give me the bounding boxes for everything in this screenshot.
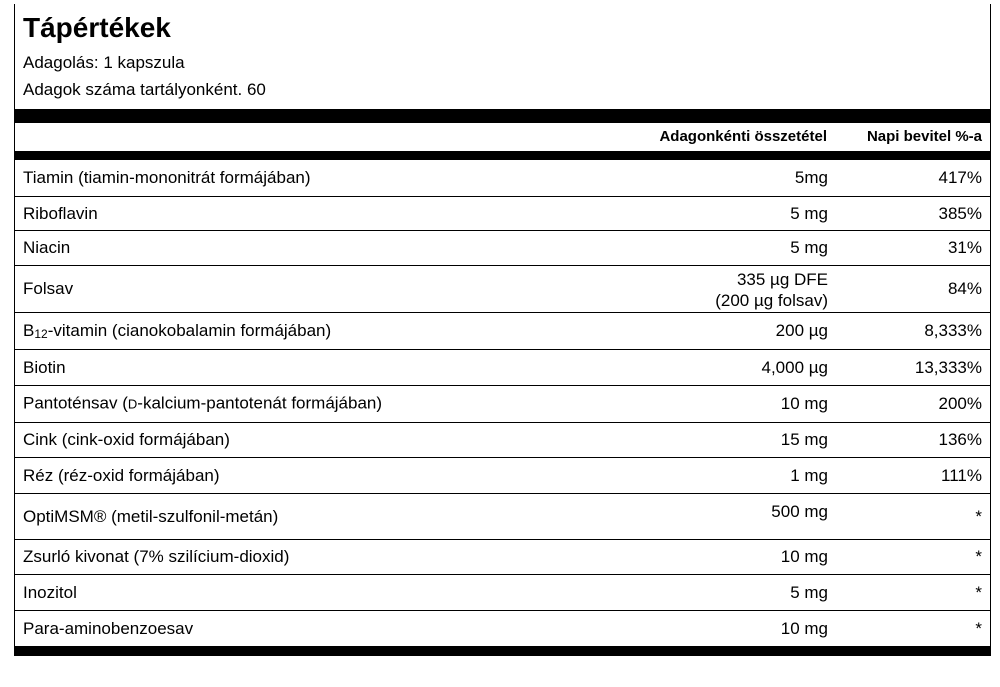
serving-size: Adagolás: 1 kapszula (23, 53, 185, 72)
nutrient-amount: 4,000 µg (761, 357, 828, 377)
thick-divider-header (15, 151, 990, 160)
nutrient-name: Tiamin (tiamin-mononitrát formájában) (23, 168, 311, 187)
table-row (15, 231, 990, 266)
nutrition-facts-panel (14, 4, 991, 656)
servings-per-container: Adagok száma tartályonként. 60 (23, 80, 266, 99)
nutrient-name: Niacin (23, 238, 71, 257)
nutrient-amount: 15 mg (780, 430, 828, 449)
name-subscript: 12 (34, 327, 48, 341)
amount-line-2: (200 µg folsav) (715, 291, 828, 310)
nutrient-name: Para-aminobenzoesav (23, 618, 194, 638)
nutrient-name: Biotin (23, 357, 66, 377)
nutrient-name: Cink (cink-oxid formájában) (23, 430, 230, 449)
nutrient-name (23, 321, 331, 341)
table-row (15, 197, 990, 231)
table-row (15, 458, 990, 494)
nutrient-daily-value: 8,333% (924, 321, 982, 340)
nutrient-daily-value: * (975, 547, 982, 566)
nutrient-amount: 5 mg (790, 238, 828, 257)
nutrient-daily-value: 84% (947, 279, 982, 298)
nutrient-amount: 5 mg (790, 203, 828, 223)
table-row (15, 494, 990, 540)
nutrient-daily-value: * (975, 618, 982, 638)
nutrient-amount: 10 mg (780, 547, 828, 566)
thick-divider-top (15, 109, 990, 123)
nutrient-daily-value: 385% (938, 203, 982, 223)
table-row (15, 423, 990, 458)
table-row (15, 266, 990, 313)
nutrient-amount: 10 mg (780, 618, 828, 638)
nutrient-name: Folsav (23, 279, 74, 298)
name-part: -kalcium-pantotenát formájában) (137, 393, 383, 413)
name-part: Pantoténsav ( (23, 393, 128, 413)
table-row (15, 313, 990, 350)
nutrient-daily-value: 31% (947, 238, 982, 257)
nutrient-daily-value: 417% (938, 168, 982, 187)
nutrient-daily-value: * (975, 582, 982, 602)
nutrient-amount: 5 mg (790, 582, 828, 602)
table-row (15, 386, 990, 423)
table-row (15, 611, 990, 646)
table-row (15, 350, 990, 386)
nutrient-daily-value: * (975, 506, 982, 526)
nutrient-name: Inozitol (23, 582, 77, 602)
nutrient-table (15, 160, 990, 646)
panel-title: Tápértékek (23, 12, 171, 43)
column-header-row (15, 123, 990, 151)
nutrient-name (23, 394, 382, 415)
nutrient-daily-value: 136% (938, 430, 982, 449)
nutrient-daily-value: 200% (938, 394, 982, 413)
nutrient-name: Réz (réz-oxid formájában) (23, 465, 220, 485)
amount-line-1: 335 µg DFE (736, 270, 828, 289)
amount-column-header: Adagonkénti összetétel (659, 128, 827, 145)
nutrient-name: Zsurló kivonat (7% szilícium-dioxid) (23, 547, 290, 566)
nutrient-amount: 5mg (794, 168, 828, 187)
table-row (15, 540, 990, 575)
daily-value-column-header: Napi bevitel %-a (866, 128, 982, 145)
nutrient-name: OptiMSM® (metil-szulfonil-metán) (23, 506, 279, 526)
nutrient-daily-value: 13,333% (914, 357, 982, 377)
name-small-caps: D (127, 396, 138, 412)
nutrient-amount (715, 269, 828, 311)
nutrient-amount: 500 mg (771, 502, 828, 521)
nutrient-amount: 200 µg (775, 321, 828, 340)
name-part: -vitamin (cianokobalamin formájában) (47, 321, 332, 340)
nutrient-name: Riboflavin (23, 203, 98, 223)
name-part: B (23, 321, 35, 340)
table-row (15, 575, 990, 611)
nutrient-amount: 1 mg (790, 465, 828, 485)
thick-divider-bottom (15, 646, 990, 656)
nutrient-daily-value: 111% (941, 465, 982, 485)
table-row (15, 160, 990, 197)
nutrient-amount: 10 mg (780, 394, 828, 413)
